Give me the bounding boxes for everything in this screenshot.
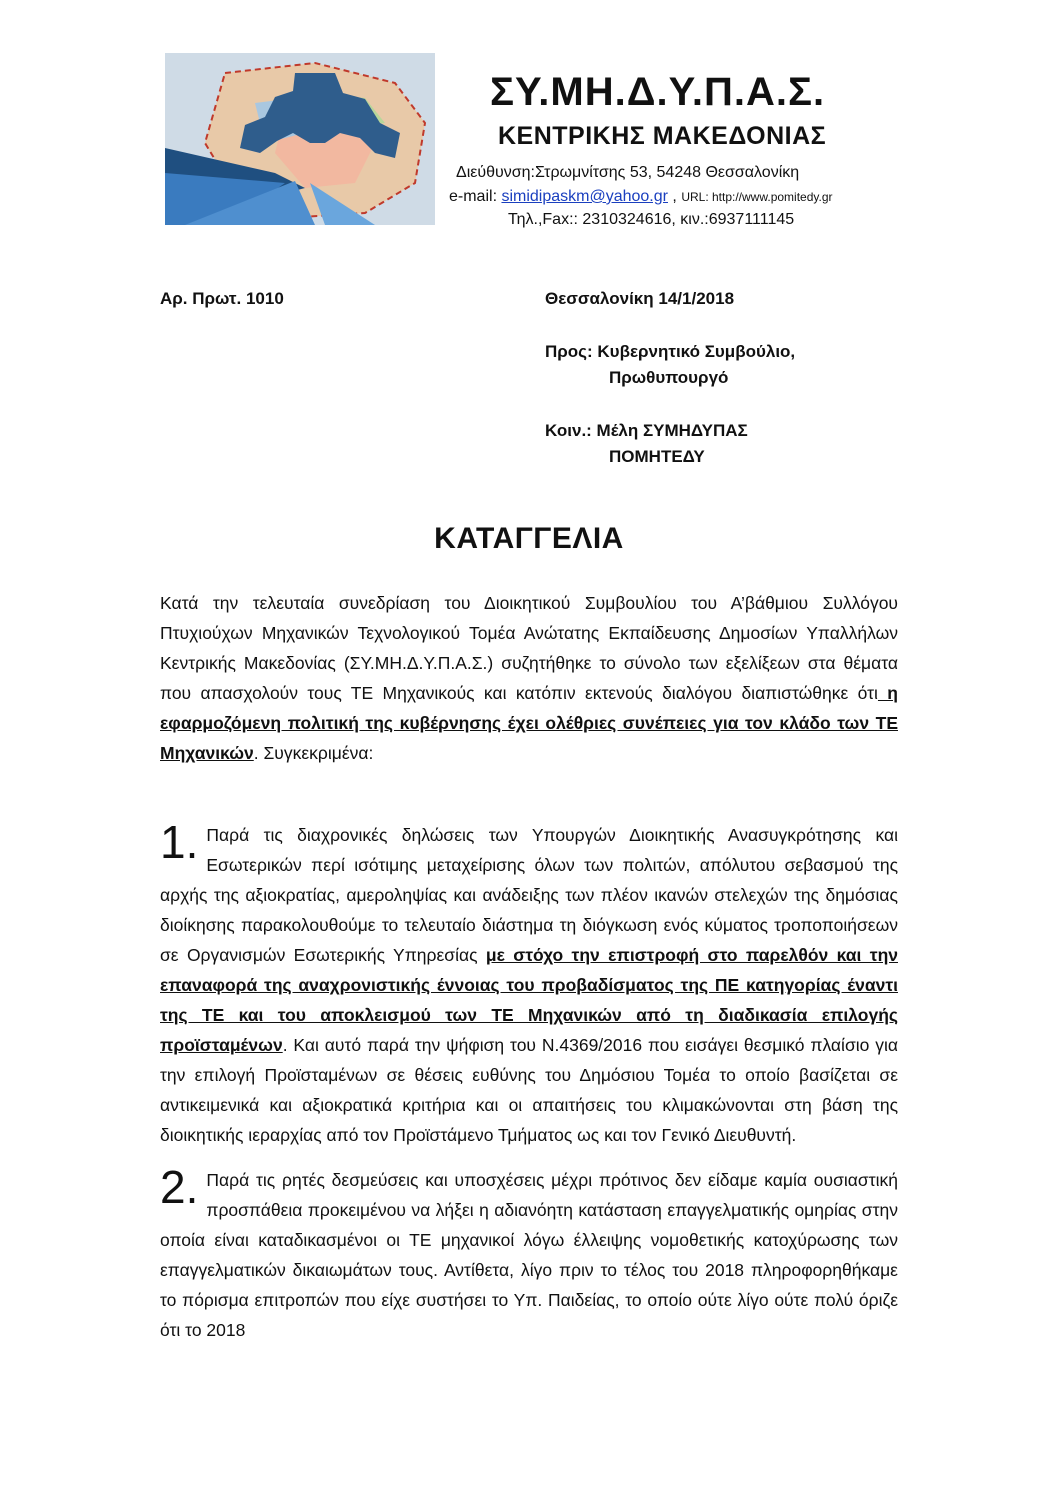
intro-paragraph [160,588,898,768]
org-address: Διεύθυνση:Στρωμνίτσης 53, 54248 Θεσσαλονίκη [456,164,800,181]
document-date: Θεσσαλονίκη 14/1/2018 [545,289,735,308]
intro-tail: . Συγκεκριμένα: [253,743,374,763]
url-separator: , [667,188,682,205]
protocol-number: Αρ. Πρωτ. 1010 [160,289,284,308]
organization-logo [165,53,435,225]
point-1-text: Παρά τις διαχρονικές δηλώσεις των Υπουργών Διοικητικής Ανασυγκρότησης και Εσωτερικών περί ισότιμης μεταχείρισης όλων των πολιτών, απόλυτου σεβασμού της αρχής της αξιοκρατίας, αμεροληψίας και ανάδειξης των πλέον ικανών στελεχών της δημόσιας διοίκησης παρακολουθούμε το τελευταίο διάστημα τη διόγκωση ενός κύματος τροποποιήσεων σε Οργανισμών Εσωτερικής Υπηρεσίας [160,825,898,965]
recipient-line-2: Πρωθυπουργό [609,368,729,387]
logo-map-graphic [165,53,435,225]
email-link[interactable]: simidipaskm@yahoo.gr [501,188,668,205]
point-2-paragraph [160,1161,898,1345]
point-1-paragraph [160,816,898,1150]
url-text: URL: http://www.pomitedy.gr [681,190,833,204]
org-phone: Τηλ.,Fax:: 2310324616, κιν.:6937111145 [508,211,795,228]
document-title: ΚΑΤΑΓΓΕΛΙΑ [434,522,624,555]
recipient-line-1: Προς: Κυβερνητικό Συμβούλιο, [545,342,796,361]
point-1-tail: . Και αυτό παρά την ψήφιση του Ν.4369/2016 που εισάγει θεσμικό πλαίσιο για την επιλογή Προϊσταμένων σε θέσεις ευθύνης του Δημόσιου Τομέα το οποίο βασίζεται σε αντικειμενικά και αξιοκρατικά κριτήρια και οι απαιτήσεις του κλιμακώνονται στη βάση της διοικητικής ιεραρχίας από τον Προϊστάμενο Τμήματος ως και τον Γενικό Διευθυντή. [160,1035,898,1145]
point-1-number: 1. [160,816,199,868]
email-label: e-mail: [449,188,502,205]
intro-text: Κατά την τελευταία συνεδρίαση του Διοικητικού Συμβουλίου του Α’βάθμιου Συλλόγου Πτυχιούχων Μηχανικών Τεχνολογικού Τομέα Ανώτατης Εκπαίδευσης Δημοσίων Υπαλλήλων Κεντρικής Μακεδονίας (ΣΥ.ΜΗ.Δ.Υ.Π.Α.Σ.) συζητήθηκε το σύνολο των εξελίξεων στα θέματα που απασχολούν τους ΤΕ Μηχανικούς και κατόπιν εκτενούς διαλόγου διαπιστώθηκε ότι [160,593,898,703]
point-1-emphasis: με στόχο την επιστροφή στο παρελθόν και την επαναφορά της αναχρονιστικής έννοιας του προβαδίσματος της ΠΕ κατηγορίας έναντι της ΤΕ και του αποκλεισμού των ΤΕ Μηχανικών από τη διαδικασία επιλογής προϊσταμένων [160,945,898,1055]
cc-line-2: ΠΟΜΗΤΕΔΥ [609,447,705,466]
org-title: ΣΥ.ΜΗ.Δ.Υ.Π.Α.Σ. [490,70,826,114]
cc-line-1: Κοιν.: Μέλη ΣΥΜΗΔΥΠΑΣ [545,421,748,440]
org-subtitle: ΚΕΝΤΡΙΚΗΣ ΜΑΚΕΔΟΝΙΑΣ [498,122,827,150]
intro-emphasis: η εφαρμοζόμενη πολιτική της κυβέρνησης έχει ολέθριες συνέπειες για τον κλάδο των ΤΕ Μηχανικών [160,683,899,763]
point-2-text: Παρά τις ρητές δεσμεύσεις και υποσχέσεις μέχρι πρότινος δεν είδαμε καμία ουσιαστική προσπάθεια προκειμένου να λήξει η αδιανόητη κατάσταση επαγγελματικής ομηρίας στην οποία είναι καταδικασμένοι οι ΤΕ μηχανικοί λόγω έλλειψης νομοθετικής κατοχύρωσης των επαγγελματικών δικαιωμάτων τους. Αντίθετα, λίγο πριν το τέλος του 2018 πληροφορηθήκαμε το πόρισμα επιτροπών που είχε συστήσει το Υπ. Παιδείας, το οποίο ούτε λίγο ούτε πολύ όριζε ότι το 2018 [160,1170,898,1340]
org-contact-line [449,188,833,206]
point-2-number: 2. [160,1161,199,1213]
